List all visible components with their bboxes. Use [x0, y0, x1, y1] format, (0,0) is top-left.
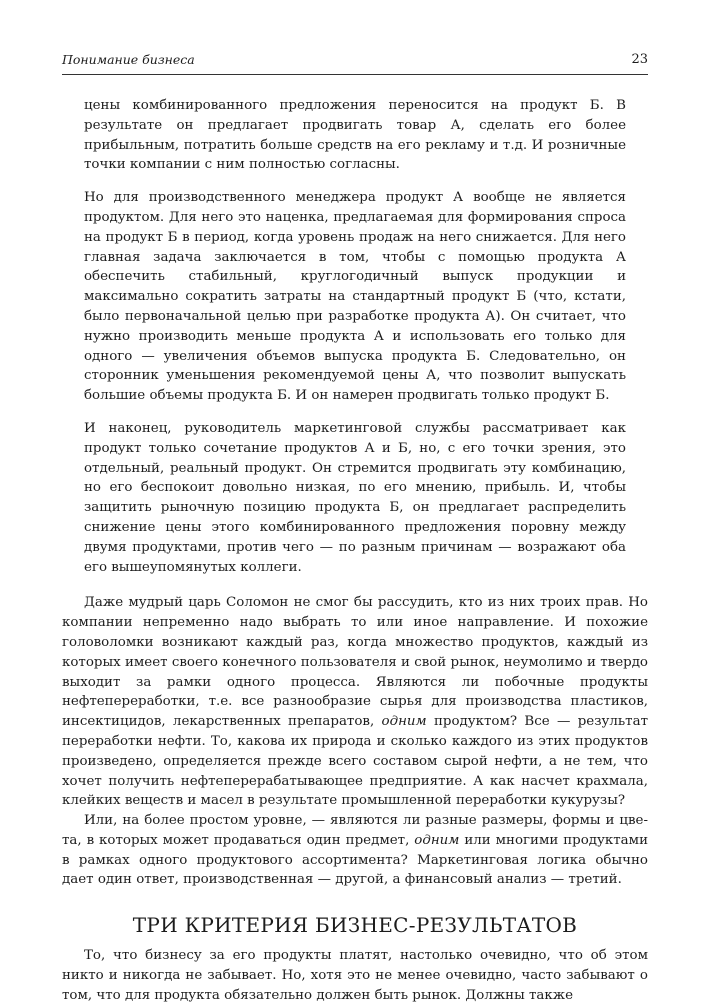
running-header — [62, 48, 648, 75]
body-paragraph-1 — [62, 593, 648, 811]
page-content — [62, 96, 648, 1006]
body-paragraph-1-text-b: продуктом? Все — результат переработки нефти. То, какова их природа и сколько каждого из этих продуктов произведено, определяется прежде всего составом сырой нефти, а не тем, что хочет получить нефтеперерабатывающее предприятие. А как насчет крахмала, клейких веществ и масел в результате промышленной переработки кукурузы? — [62, 714, 648, 809]
page-number: 23 — [631, 52, 648, 67]
running-title: Понимание бизнеса — [62, 52, 195, 67]
quote-paragraph-2: Но для производственного менеджера продукт А вообще не является продуктом. Для него это наценка, предлагаемая для формирования спроса на продукт Б в период, когда уровень продаж на него снижается. Для него главная задача заключается в том, чтобы с помощью продукта А обеспечить стабильный, круглогодичный выпуск продукции и максимально сократить затраты на стандартный продукт Б (что, кстати, было первоначальной целью при разработке продукта А). Он считает, что нужно производить меньше продукта А и использовать его только для одного — увеличения объемов выпуска продукта Б. Следовательно, он сторонник уменьшения рекомендуемой цены А, что позволит выпускать большие объемы продукта Б. И он намерен продвигать только продукт Б. — [84, 190, 626, 404]
section-heading: ТРИ КРИТЕРИЯ БИЗНЕС-РЕЗУЛЬТАТОВ — [132, 913, 578, 938]
body-paragraph-2 — [62, 811, 648, 890]
emphasis-one-2: одним — [414, 832, 460, 848]
body-paragraph-2-text-a: Или, на более простом уровне, — являются ли разные размеры, формы и цвета, в которых может продаваться один предмет, — [62, 813, 648, 848]
body-paragraph-3: То, что бизнесу за его продукты платят, настолько очевидно, что об этом никто и никогда не забывает. Но, хотя это не менее очевидно, часто забывают о том, что для продукта обязательно должен быть рынок. Должны также — [62, 948, 648, 1003]
quote-paragraph-1: цены комбинированного предложения переносится на продукт Б. В результате он предлагает продвигать товар А, сделать его более прибыльным, потратить больше средств на его рекламу и т.д. И розничные точки компании с ним полностью согласны. — [84, 98, 626, 173]
body-paragraph-2-text-b: или многими продуктами в рамках одного продуктового ассортимента? Маркетинговая логика обычно дает один ответ, производственная — другой, а финансовый анализ — третий. — [62, 832, 649, 888]
emphasis-one: одним — [381, 714, 427, 730]
body-paragraph-1-text-a: Даже мудрый царь Соломон не смог бы рассудить, кто из них троих прав. Но компании непременно надо выбрать то или иное направление. И похожие головоломки возникают каждый раз, когда множество продуктов, каждый из которых имеет своего конечного пользователя и свой рынок, неумолимо и твердо выходит за рамки одного процесса. Являются ли побочные продукты нефтепереработки, т.е. все разнообразие сырья для производства пластиков, инсектицидов, лекарственных препаратов, — [62, 595, 648, 730]
quote-paragraph-3: И наконец, руководитель маркетинговой службы рассматривает как продукт только сочетание продуктов А и Б, но, с его точки зрения, это отдельный, реальный продукт. Он стремится продвигать эту комбинацию, но его беспокоит довольно низкая, по его мнению, прибыль. И, чтобы защитить рыночную позицию продукта Б, он предлагает распределить снижение цены этого комбинированного предложения поровну между двумя продуктами, против чего — по разным причинам — возражают оба его вышеупомянутых коллеги. — [84, 420, 626, 575]
